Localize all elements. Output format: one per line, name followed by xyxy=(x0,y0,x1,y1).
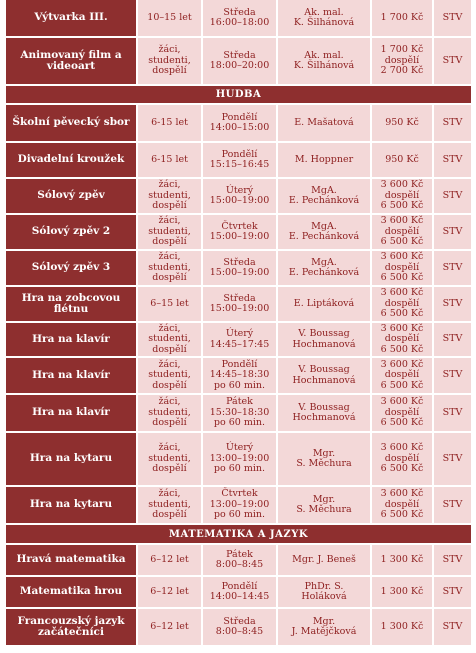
teacher: MgA. E. Pechánková xyxy=(278,179,372,215)
price: 3 600 Kč dospělí 6 500 Kč xyxy=(372,323,434,358)
price: 3 600 Kč dospělí 6 500 Kč xyxy=(372,215,434,251)
course-name: Sólový zpěv 2 xyxy=(6,215,138,251)
table-row xyxy=(6,179,471,215)
price: 950 Kč xyxy=(372,143,434,179)
table-row xyxy=(6,487,471,525)
age-group: žáci, studenti, dospělí xyxy=(138,358,203,395)
course-name: Animovaný film a videoart xyxy=(6,38,138,86)
age-group: žáci, studenti, dospělí xyxy=(138,251,203,287)
schedule: Čtvrtek 13:00–19:00 po 60 min. xyxy=(203,487,278,525)
price: 1 300 Kč xyxy=(372,609,434,647)
teacher: V. Boussag Hochmanová xyxy=(278,323,372,358)
course-name: Hra na klavír xyxy=(6,395,138,433)
age-group: žáci, studenti, dospělí xyxy=(138,215,203,251)
schedule: Pondělí 15:15–16:45 xyxy=(203,143,278,179)
table-row xyxy=(6,143,471,179)
price: 3 600 Kč dospělí 6 500 Kč xyxy=(372,251,434,287)
course-name: Hra na kytaru xyxy=(6,433,138,487)
section-heading-music: HUDBA xyxy=(6,86,471,105)
age-group: žáci, studenti, dospělí xyxy=(138,38,203,86)
course-name: Matematika hrou xyxy=(6,577,138,609)
price: 1 300 Kč xyxy=(372,577,434,609)
schedule: Pondělí 14:00–14:45 xyxy=(203,577,278,609)
teacher: M. Hoppner xyxy=(278,143,372,179)
place: STV xyxy=(434,358,471,395)
table-row xyxy=(6,287,471,323)
teacher: Ak. mal. K. Šilhánová xyxy=(278,38,372,86)
schedule: Středa 18:00–20:00 xyxy=(203,38,278,86)
place: STV xyxy=(434,215,471,251)
price: 3 600 Kč dospělí 6 500 Kč xyxy=(372,395,434,433)
place: STV xyxy=(434,105,471,143)
age-group: 6–12 let xyxy=(138,609,203,647)
teacher: E. Mašatová xyxy=(278,105,372,143)
course-name: Sólový zpěv 3 xyxy=(6,251,138,287)
age-group: 10–15 let xyxy=(138,0,203,38)
teacher: V. Boussag Hochmanová xyxy=(278,358,372,395)
schedule: Úterý 15:00–19:00 xyxy=(203,179,278,215)
place: STV xyxy=(434,287,471,323)
schedule: Pátek 15:30–18:30 po 60 min. xyxy=(203,395,278,433)
age-group: 6-15 let xyxy=(138,105,203,143)
table-row xyxy=(6,545,471,577)
schedule: Středa 16:00–18:00 xyxy=(203,0,278,38)
price: 3 600 Kč dospělí 6 500 Kč xyxy=(372,487,434,525)
teacher: MgA. E. Pechánková xyxy=(278,215,372,251)
schedule: Pondělí 14:45–18:30 po 60 min. xyxy=(203,358,278,395)
table-row xyxy=(6,323,471,358)
course-name: Školní pěvecký sbor xyxy=(6,105,138,143)
place: STV xyxy=(434,143,471,179)
course-name: Hra na kytaru xyxy=(6,487,138,525)
table-row xyxy=(6,358,471,395)
place: STV xyxy=(434,179,471,215)
place: STV xyxy=(434,0,471,38)
schedule: Pondělí 14:00–15:00 xyxy=(203,105,278,143)
age-group: 6–12 let xyxy=(138,577,203,609)
teacher: Mgr. J. Beneš xyxy=(278,545,372,577)
table-row xyxy=(6,609,471,647)
place: STV xyxy=(434,251,471,287)
course-name: Hra na klavír xyxy=(6,358,138,395)
teacher: E. Liptáková xyxy=(278,287,372,323)
course-name: Sólový zpěv xyxy=(6,179,138,215)
teacher: PhDr. S. Holáková xyxy=(278,577,372,609)
price: 3 600 Kč dospělí 6 500 Kč xyxy=(372,287,434,323)
schedule: Čtvrtek 15:00–19:00 xyxy=(203,215,278,251)
age-group: žáci, studenti, dospělí xyxy=(138,179,203,215)
course-name: Hra na klavír xyxy=(6,323,138,358)
table-row xyxy=(6,577,471,609)
teacher: Ak. mal. K. Šilhánová xyxy=(278,0,372,38)
course-name: Hravá matematika xyxy=(6,545,138,577)
price: 3 600 Kč dospělí 6 500 Kč xyxy=(372,358,434,395)
place: STV xyxy=(434,609,471,647)
section-heading-math-language: MATEMATIKA A JAZYK xyxy=(6,525,471,545)
schedule: Úterý 13:00–19:00 po 60 min. xyxy=(203,433,278,487)
teacher: Mgr. S. Měchura xyxy=(278,433,372,487)
teacher: MgA. E. Pechánková xyxy=(278,251,372,287)
place: STV xyxy=(434,577,471,609)
price: 1 700 Kč xyxy=(372,0,434,38)
table-row xyxy=(6,251,471,287)
table-row xyxy=(6,433,471,487)
place: STV xyxy=(434,545,471,577)
schedule: Středa 15:00–19:00 xyxy=(203,251,278,287)
place: STV xyxy=(434,323,471,358)
price: 1 300 Kč xyxy=(372,545,434,577)
table-row xyxy=(6,215,471,251)
price: 950 Kč xyxy=(372,105,434,143)
course-name: Divadelní kroužek xyxy=(6,143,138,179)
table-row xyxy=(6,0,471,38)
teacher: Mgr. J. Matějčková xyxy=(278,609,372,647)
table-row xyxy=(6,38,471,86)
course-name: Hra na zobcovou flétnu xyxy=(6,287,138,323)
price: 3 600 Kč dospělí 6 500 Kč xyxy=(372,179,434,215)
place: STV xyxy=(434,433,471,487)
age-group: žáci, studenti, dospělí xyxy=(138,433,203,487)
schedule: Pátek 8:00–8:45 xyxy=(203,545,278,577)
course-name: Francouzský jazyk začátečníci xyxy=(6,609,138,647)
schedule: Středa 8:00–8:45 xyxy=(203,609,278,647)
course-name: Výtvarka III. xyxy=(6,0,138,38)
age-group: žáci, studenti, dospělí xyxy=(138,487,203,525)
age-group: 6–12 let xyxy=(138,545,203,577)
teacher: V. Boussag Hochmanová xyxy=(278,395,372,433)
age-group: žáci, studenti, dospělí xyxy=(138,395,203,433)
age-group: 6–15 let xyxy=(138,287,203,323)
table-row xyxy=(6,105,471,143)
price: 1 700 Kč dospělí 2 700 Kč xyxy=(372,38,434,86)
place: STV xyxy=(434,487,471,525)
place: STV xyxy=(434,38,471,86)
table-row xyxy=(6,395,471,433)
teacher: Mgr. S. Měchura xyxy=(278,487,372,525)
price: 3 600 Kč dospělí 6 500 Kč xyxy=(372,433,434,487)
schedule: Úterý 14:45–17:45 xyxy=(203,323,278,358)
schedule: Středa 15:00–19:00 xyxy=(203,287,278,323)
place: STV xyxy=(434,395,471,433)
age-group: žáci, studenti, dospělí xyxy=(138,323,203,358)
age-group: 6-15 let xyxy=(138,143,203,179)
